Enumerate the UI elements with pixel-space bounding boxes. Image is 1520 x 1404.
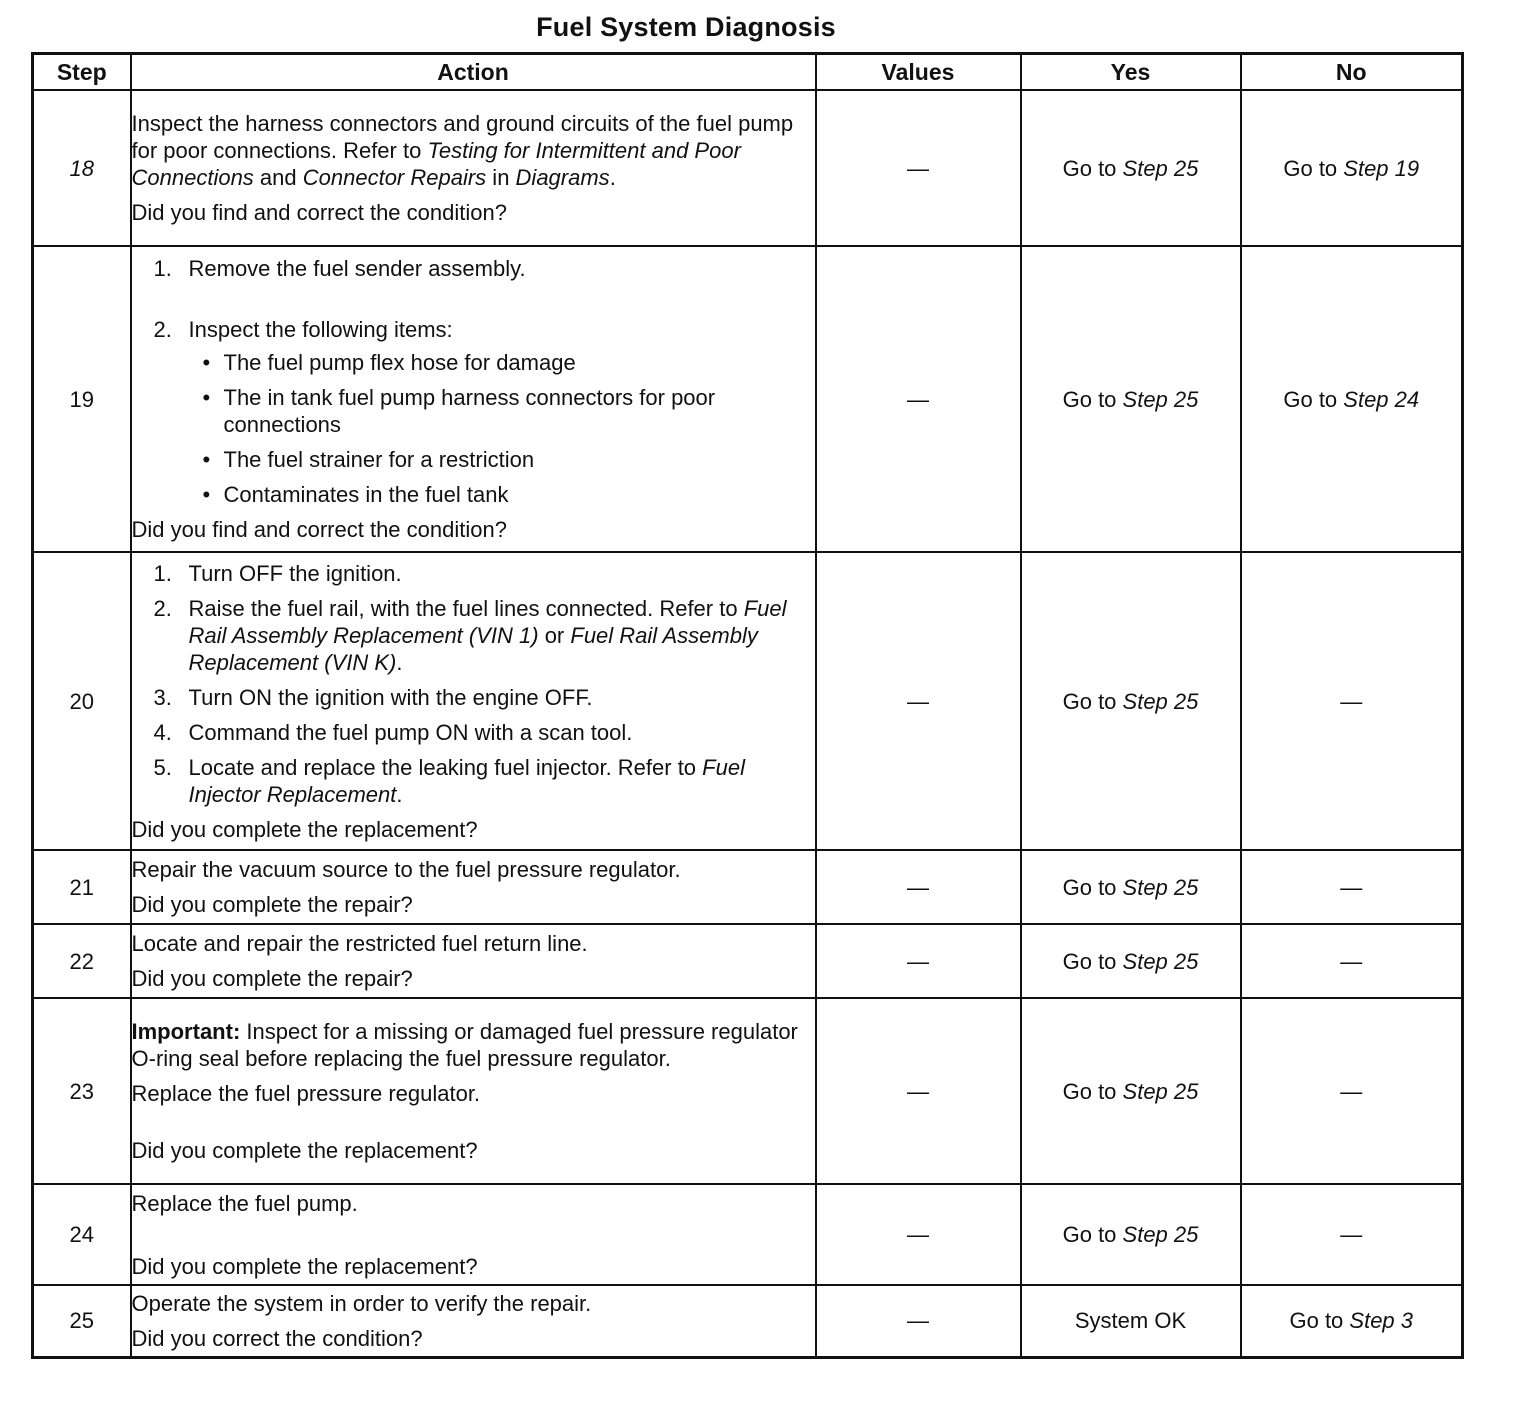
bullet-list bbox=[189, 349, 815, 508]
reference-link: Connector Repairs bbox=[302, 165, 487, 190]
list-item: 5. Locate and replace the leaking fuel injector. Refer to Fuel Injector Replacement. bbox=[153, 754, 745, 807]
question-text: Did you correct the condition? bbox=[131, 1325, 423, 1351]
question-text: Did you complete the replacement? bbox=[131, 1138, 478, 1163]
value-cell: — bbox=[816, 90, 1021, 246]
question-text: Did you complete the replacement? bbox=[131, 816, 478, 842]
diagnosis-table bbox=[31, 52, 1464, 1359]
yes-cell: System OK bbox=[1021, 1285, 1241, 1357]
value-cell: — bbox=[816, 552, 1021, 850]
action-cell bbox=[131, 246, 816, 552]
action-cell bbox=[131, 90, 816, 246]
reference-link: Fuel Rail Assembly Replacement (VIN K) bbox=[188, 622, 758, 675]
no-cell: — bbox=[1241, 924, 1463, 998]
action-cell bbox=[131, 850, 816, 924]
step-number: 25 bbox=[33, 1285, 131, 1357]
action-cell bbox=[131, 1184, 816, 1285]
yes-cell: Go to Step 25 bbox=[1021, 1184, 1241, 1285]
bullet-item: • The fuel strainer for a restriction bbox=[189, 446, 815, 473]
question-text: Did you complete the repair? bbox=[131, 966, 413, 991]
action-text: Replace the fuel pump. bbox=[131, 1190, 358, 1216]
header-no: No bbox=[1241, 54, 1463, 91]
header-step: Step bbox=[33, 54, 131, 91]
action-text: Replace the fuel pressure regulator. bbox=[131, 1081, 481, 1106]
bullet-item: • The in tank fuel pump harness connectors for poor connections bbox=[189, 384, 815, 438]
table-row bbox=[33, 90, 1463, 246]
value-cell: — bbox=[816, 1184, 1021, 1285]
value-cell: — bbox=[816, 246, 1021, 552]
step-number: 21 bbox=[33, 850, 131, 924]
no-cell: Go to Step 24 bbox=[1241, 246, 1463, 552]
reference-link: Fuel Injector Replacement bbox=[188, 754, 745, 807]
page-title: Fuel System Diagnosis bbox=[536, 12, 836, 42]
reference-link: Testing for Intermittent and Poor Connections bbox=[131, 138, 741, 190]
no-cell: — bbox=[1241, 1184, 1463, 1285]
action-text: Operate the system in order to verify the repair. bbox=[131, 1290, 592, 1316]
list-item: 4. Command the fuel pump ON with a scan tool. bbox=[153, 719, 633, 745]
yes-cell: Go to Step 25 bbox=[1021, 90, 1241, 246]
table-row bbox=[33, 850, 1463, 924]
table-row bbox=[33, 552, 1463, 850]
step-number: 24 bbox=[33, 1184, 131, 1285]
action-text: Locate and repair the restricted fuel return line. bbox=[131, 931, 588, 956]
question-text: Did you find and correct the condition? bbox=[131, 517, 507, 542]
value-cell: — bbox=[816, 850, 1021, 924]
yes-cell: Go to Step 25 bbox=[1021, 998, 1241, 1184]
action-cell bbox=[131, 1285, 816, 1357]
step-number: 22 bbox=[33, 924, 131, 998]
header-yes: Yes bbox=[1021, 54, 1241, 91]
header-values: Values bbox=[816, 54, 1021, 91]
no-cell: Go to Step 3 bbox=[1241, 1285, 1463, 1357]
reference-link: Fuel Rail Assembly Replacement (VIN 1) bbox=[188, 595, 787, 648]
step-list bbox=[132, 255, 815, 508]
step-number: 23 bbox=[33, 998, 131, 1184]
important-note: Important: Inspect for a missing or damaged fuel pressure regulator O-ring seal before replacing the fuel pressure regulator. bbox=[131, 1019, 798, 1071]
list-item: 2. Inspect the following items: • The fuel pump flex hose for damage • The in tank fuel pump harness connectors for poor connections • The fuel strainer for a restriction • Contaminates in the fuel tank bbox=[132, 316, 815, 508]
reference-link: Diagrams bbox=[515, 165, 610, 190]
step-number: 19 bbox=[33, 246, 131, 552]
header-action: Action bbox=[131, 54, 816, 91]
list-item: 1. Turn OFF the ignition. bbox=[153, 560, 402, 586]
table-row bbox=[33, 246, 1463, 552]
yes-cell: Go to Step 25 bbox=[1021, 924, 1241, 998]
action-cell bbox=[131, 552, 816, 850]
value-cell: — bbox=[816, 924, 1021, 998]
yes-cell: Go to Step 25 bbox=[1021, 246, 1241, 552]
action-cell bbox=[131, 924, 816, 998]
table-row bbox=[33, 924, 1463, 998]
step-list bbox=[132, 560, 815, 808]
no-cell: — bbox=[1241, 998, 1463, 1184]
bullet-item: • The fuel pump flex hose for damage bbox=[189, 349, 815, 376]
table-row bbox=[33, 1184, 1463, 1285]
list-item: 3. Turn ON the ignition with the engine OFF. bbox=[153, 684, 593, 710]
value-cell: — bbox=[816, 1285, 1021, 1357]
value-cell: — bbox=[816, 998, 1021, 1184]
list-item: 2. Raise the fuel rail, with the fuel lines connected. Refer to Fuel Rail Assembly Replacement (VIN 1) or Fuel Rail Assembly Replacement (VIN K). bbox=[153, 595, 787, 675]
action-text: Repair the vacuum source to the fuel pressure regulator. bbox=[131, 857, 681, 882]
question-text: Did you complete the repair? bbox=[131, 892, 413, 917]
step-number: 18 bbox=[33, 90, 131, 246]
question-text: Did you complete the replacement? bbox=[131, 1253, 478, 1279]
header-row bbox=[33, 54, 1463, 91]
action-cell bbox=[131, 998, 816, 1184]
yes-cell: Go to Step 25 bbox=[1021, 552, 1241, 850]
no-cell: Go to Step 19 bbox=[1241, 90, 1463, 246]
no-cell: — bbox=[1241, 552, 1463, 850]
table-row bbox=[33, 998, 1463, 1184]
list-item: 1. Remove the fuel sender assembly. bbox=[153, 256, 526, 281]
yes-cell: Go to Step 25 bbox=[1021, 850, 1241, 924]
action-text: Inspect the harness connectors and ground circuits of the fuel pump for poor connections. Refer to Testing for Intermittent and Poor Connections and Connector Repairs in Diagrams. bbox=[131, 111, 794, 190]
table-row bbox=[33, 1285, 1463, 1357]
step-number: 20 bbox=[33, 552, 131, 850]
question-text: Did you find and correct the condition? bbox=[131, 200, 507, 225]
bullet-item: • Contaminates in the fuel tank bbox=[189, 481, 815, 508]
no-cell: — bbox=[1241, 850, 1463, 924]
